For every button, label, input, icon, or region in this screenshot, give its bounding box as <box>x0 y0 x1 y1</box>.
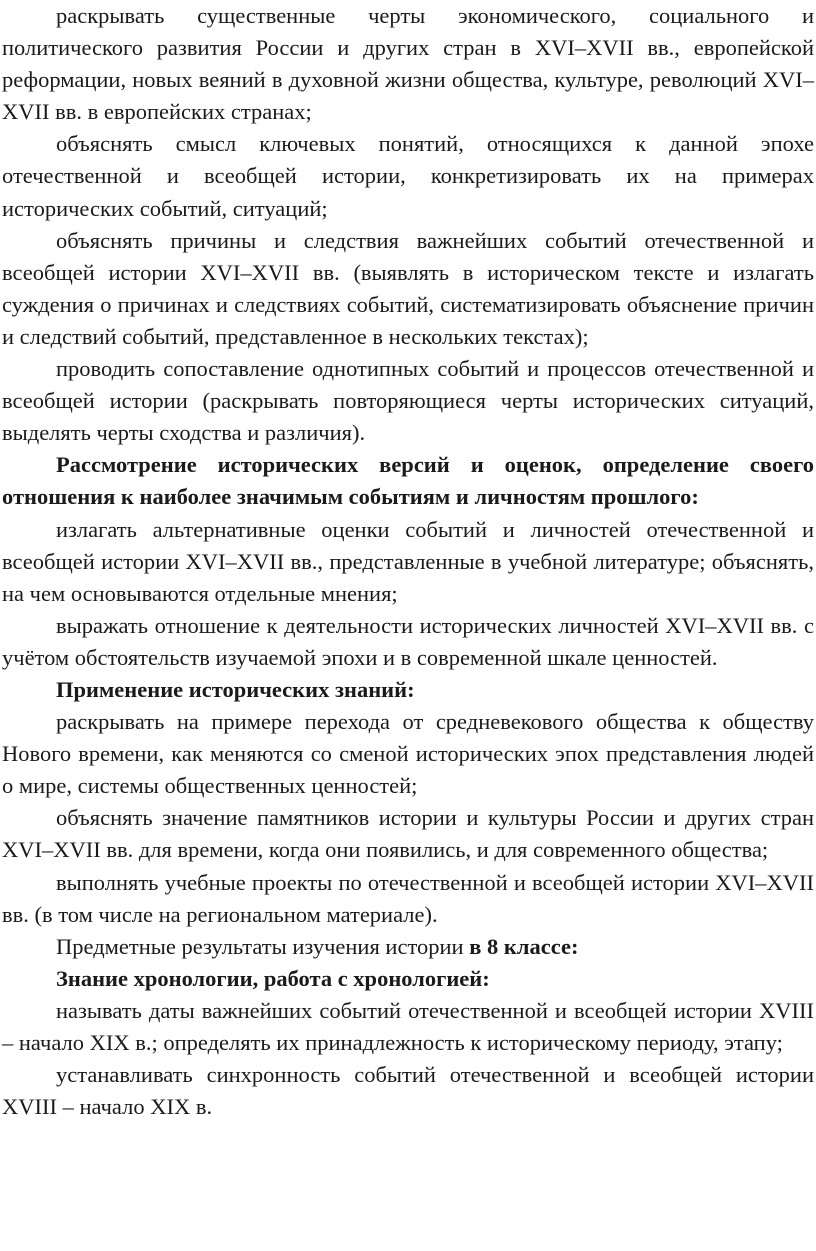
grade-8-label: в 8 классе: <box>469 933 579 959</box>
paragraph-monuments-significance: объяснять значение памятников истории и культуры России и других стран XVI–XVII вв. для времени, когда они появились, и для современного общества; <box>2 805 814 863</box>
paragraph-causes-effects: объяснять причины и следствия важнейших событий отечественной и всеобщей истории XVI–XVII вв. (выявлять в историческом тексте и излагать суждения о причинах и следствиях событий, систематизировать объяснение причин и следствий событий, представленное в нескольких текстах); <box>2 227 814 349</box>
grade-8-intro-text: Предметные результаты изучения истории <box>56 933 470 959</box>
paragraph-economic-features: раскрывать существенные черты экономического, социального и политического развития России и других стран в XVI–XVII вв., европейской реформации, новых веяний в духовной жизни общества, культуре, революций XVI–XVII вв. в европейских странах; <box>2 3 814 125</box>
paragraph-name-dates: называть даты важнейших событий отечественной и всеобщей истории XVIII – начало XIX в.; определять их принадлежность к историческому периоду, этапу; <box>2 997 814 1055</box>
section-heading-applying-knowledge: Применение исторических знаний: <box>56 676 415 702</box>
paragraph-comparison: проводить сопоставление однотипных событий и процессов отечественной и всеобщей истории (раскрывать повторяющиеся черты исторических ситуаций, выделять черты сходства и различия). <box>2 356 814 446</box>
section-heading-chronology: Знание хронологии, работа с хронологией: <box>56 965 490 991</box>
paragraph-key-concepts: объяснять смысл ключевых понятий, относящихся к данной эпохе отечественной и всеобщей истории, конкретизировать их на примерах исторических событий, ситуаций; <box>2 131 814 221</box>
paragraph-alternative-assessments: излагать альтернативные оценки событий и личностей отечественной и всеобщей истории XVI–XVII вв., представленные в учебной литературе; объяснять, на чем основываются отдельные мнения; <box>2 516 814 606</box>
paragraph-grade-8-results <box>2 931 814 963</box>
paragraph-attitude-to-personalities: выражать отношение к деятельности исторических личностей XVI–XVII вв. с учётом обстоятельств изучаемой эпохи и в современной шкале ценностей. <box>2 612 814 670</box>
paragraph-transition-to-modern-era: раскрывать на примере перехода от средневекового общества к обществу Нового времени, как меняются со сменой исторических эпох представления людей о мире, системы общественных ценностей; <box>2 709 814 799</box>
paragraph-synchronicity: устанавливать синхронность событий отечественной и всеобщей истории XVIII – начало XIX в. <box>2 1062 814 1120</box>
paragraph-study-projects: выполнять учебные проекты по отечественной и всеобщей истории XVI–XVII вв. (в том числе на региональном материале). <box>2 869 814 927</box>
section-heading-historical-versions: Рассмотрение исторических версий и оценок, определение своего отношения к наиболее значимым событиям и личностям прошлого: <box>2 452 814 510</box>
